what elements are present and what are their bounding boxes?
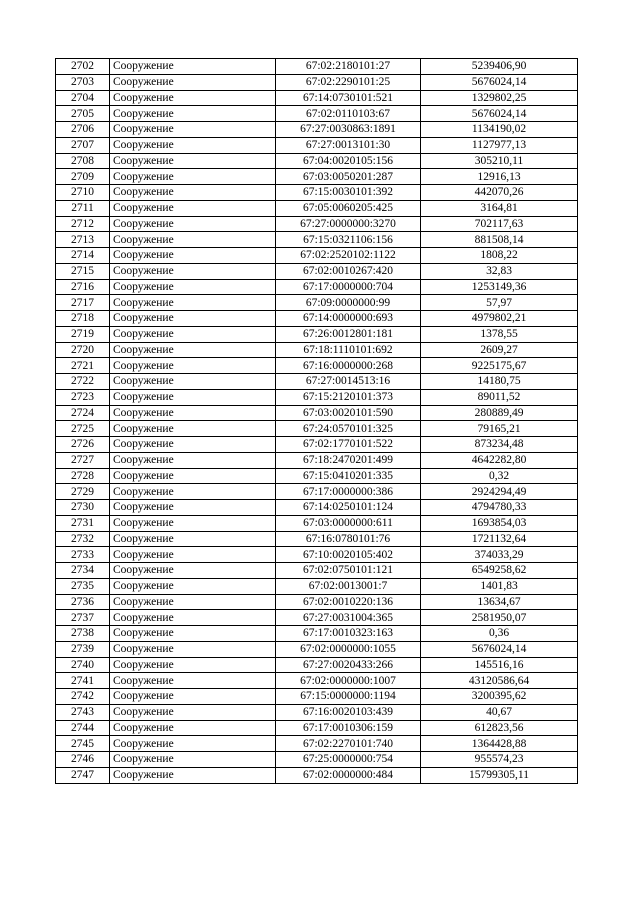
row-number-cell: 2741 xyxy=(56,673,110,689)
value-cell: 5676024,14 xyxy=(421,641,578,657)
cadastral-number-cell: 67:02:2270101:740 xyxy=(276,736,421,752)
object-type-cell: Сооружение xyxy=(110,468,276,484)
cadastral-number-cell: 67:15:0410201:335 xyxy=(276,468,421,484)
table-row xyxy=(56,689,578,705)
value-cell: 1253149,36 xyxy=(421,279,578,295)
object-type-cell: Сооружение xyxy=(110,74,276,90)
value-cell: 3200395,62 xyxy=(421,689,578,705)
value-cell: 40,67 xyxy=(421,704,578,720)
row-number-cell: 2720 xyxy=(56,342,110,358)
row-number-cell: 2724 xyxy=(56,405,110,421)
object-type-cell: Сооружение xyxy=(110,452,276,468)
value-cell: 13634,67 xyxy=(421,594,578,610)
object-type-cell: Сооружение xyxy=(110,90,276,106)
table-row xyxy=(56,720,578,736)
row-number-cell: 2704 xyxy=(56,90,110,106)
cadastral-number-cell: 67:04:0020105:156 xyxy=(276,153,421,169)
value-cell: 374033,29 xyxy=(421,547,578,563)
table-row xyxy=(56,185,578,201)
cadastral-number-cell: 67:09:0000000:99 xyxy=(276,295,421,311)
value-cell: 43120586,64 xyxy=(421,673,578,689)
cadastral-number-cell: 67:27:0031004:365 xyxy=(276,610,421,626)
object-type-cell: Сооружение xyxy=(110,374,276,390)
cadastral-number-cell: 67:16:0000000:268 xyxy=(276,358,421,374)
row-number-cell: 2728 xyxy=(56,468,110,484)
value-cell: 5676024,14 xyxy=(421,74,578,90)
cadastral-number-cell: 67:17:0010323:163 xyxy=(276,626,421,642)
row-number-cell: 2739 xyxy=(56,641,110,657)
cadastral-number-cell: 67:02:0110103:67 xyxy=(276,106,421,122)
table-row xyxy=(56,137,578,153)
object-type-cell: Сооружение xyxy=(110,216,276,232)
object-type-cell: Сооружение xyxy=(110,484,276,500)
cadastral-number-cell: 67:17:0000000:704 xyxy=(276,279,421,295)
object-type-cell: Сооружение xyxy=(110,641,276,657)
object-type-cell: Сооружение xyxy=(110,137,276,153)
value-cell: 1693854,03 xyxy=(421,515,578,531)
value-cell: 612823,56 xyxy=(421,720,578,736)
cadastral-number-cell: 67:05:0060205:425 xyxy=(276,200,421,216)
object-type-cell: Сооружение xyxy=(110,610,276,626)
row-number-cell: 2711 xyxy=(56,200,110,216)
row-number-cell: 2726 xyxy=(56,437,110,453)
cadastral-number-cell: 67:02:0010267:420 xyxy=(276,263,421,279)
row-number-cell: 2710 xyxy=(56,185,110,201)
row-number-cell: 2736 xyxy=(56,594,110,610)
cadastral-number-cell: 67:10:0020105:402 xyxy=(276,547,421,563)
object-type-cell: Сооружение xyxy=(110,515,276,531)
object-type-cell: Сооружение xyxy=(110,358,276,374)
table-row xyxy=(56,657,578,673)
cadastral-number-cell: 67:14:0730101:521 xyxy=(276,90,421,106)
table-row xyxy=(56,122,578,138)
row-number-cell: 2731 xyxy=(56,515,110,531)
cadastral-number-cell: 67:15:0030101:392 xyxy=(276,185,421,201)
table-row xyxy=(56,279,578,295)
registry-table-body xyxy=(56,59,578,784)
table-row xyxy=(56,452,578,468)
cadastral-number-cell: 67:02:0010220:136 xyxy=(276,594,421,610)
table-row xyxy=(56,610,578,626)
row-number-cell: 2742 xyxy=(56,689,110,705)
row-number-cell: 2725 xyxy=(56,421,110,437)
value-cell: 5676024,14 xyxy=(421,106,578,122)
table-row xyxy=(56,74,578,90)
value-cell: 2924294,49 xyxy=(421,484,578,500)
table-row xyxy=(56,594,578,610)
cadastral-number-cell: 67:27:0013101:30 xyxy=(276,137,421,153)
table-row xyxy=(56,248,578,264)
value-cell: 0,32 xyxy=(421,468,578,484)
object-type-cell: Сооружение xyxy=(110,405,276,421)
table-row xyxy=(56,736,578,752)
object-type-cell: Сооружение xyxy=(110,531,276,547)
row-number-cell: 2714 xyxy=(56,248,110,264)
table-row xyxy=(56,421,578,437)
row-number-cell: 2706 xyxy=(56,122,110,138)
cadastral-number-cell: 67:16:0780101:76 xyxy=(276,531,421,547)
object-type-cell: Сооружение xyxy=(110,626,276,642)
value-cell: 442070,26 xyxy=(421,185,578,201)
row-number-cell: 2744 xyxy=(56,720,110,736)
cadastral-number-cell: 67:15:2120101:373 xyxy=(276,389,421,405)
table-row xyxy=(56,59,578,75)
object-type-cell: Сооружение xyxy=(110,547,276,563)
cadastral-number-cell: 67:03:0020101:590 xyxy=(276,405,421,421)
table-row xyxy=(56,326,578,342)
value-cell: 1808,22 xyxy=(421,248,578,264)
table-row xyxy=(56,626,578,642)
value-cell: 881508,14 xyxy=(421,232,578,248)
object-type-cell: Сооружение xyxy=(110,673,276,689)
table-row xyxy=(56,673,578,689)
value-cell: 32,83 xyxy=(421,263,578,279)
value-cell: 3164,81 xyxy=(421,200,578,216)
object-type-cell: Сооружение xyxy=(110,500,276,516)
table-row xyxy=(56,342,578,358)
cadastral-number-cell: 67:02:1770101:522 xyxy=(276,437,421,453)
object-type-cell: Сооружение xyxy=(110,421,276,437)
registry-table xyxy=(55,58,578,784)
table-row xyxy=(56,311,578,327)
cadastral-number-cell: 67:02:2520102:1122 xyxy=(276,248,421,264)
cadastral-number-cell: 67:25:0000000:754 xyxy=(276,752,421,768)
row-number-cell: 2738 xyxy=(56,626,110,642)
cadastral-number-cell: 67:02:0000000:1007 xyxy=(276,673,421,689)
object-type-cell: Сооружение xyxy=(110,106,276,122)
value-cell: 873234,48 xyxy=(421,437,578,453)
value-cell: 702117,63 xyxy=(421,216,578,232)
table-row xyxy=(56,578,578,594)
object-type-cell: Сооружение xyxy=(110,578,276,594)
table-row xyxy=(56,500,578,516)
row-number-cell: 2727 xyxy=(56,452,110,468)
value-cell: 1364428,88 xyxy=(421,736,578,752)
value-cell: 2581950,07 xyxy=(421,610,578,626)
row-number-cell: 2722 xyxy=(56,374,110,390)
row-number-cell: 2729 xyxy=(56,484,110,500)
value-cell: 280889,49 xyxy=(421,405,578,421)
value-cell: 4642282,80 xyxy=(421,452,578,468)
cadastral-number-cell: 67:17:0010306:159 xyxy=(276,720,421,736)
value-cell: 145516,16 xyxy=(421,657,578,673)
table-row xyxy=(56,484,578,500)
row-number-cell: 2709 xyxy=(56,169,110,185)
row-number-cell: 2712 xyxy=(56,216,110,232)
object-type-cell: Сооружение xyxy=(110,122,276,138)
object-type-cell: Сооружение xyxy=(110,59,276,75)
value-cell: 6549258,62 xyxy=(421,563,578,579)
table-row xyxy=(56,374,578,390)
cadastral-number-cell: 67:17:0000000:386 xyxy=(276,484,421,500)
row-number-cell: 2707 xyxy=(56,137,110,153)
object-type-cell: Сооружение xyxy=(110,326,276,342)
cadastral-number-cell: 67:27:0020433:266 xyxy=(276,657,421,673)
value-cell: 14180,75 xyxy=(421,374,578,390)
value-cell: 0,36 xyxy=(421,626,578,642)
cadastral-number-cell: 67:27:0000000:3270 xyxy=(276,216,421,232)
cadastral-number-cell: 67:02:2290101:25 xyxy=(276,74,421,90)
table-row xyxy=(56,389,578,405)
value-cell: 89011,52 xyxy=(421,389,578,405)
table-row xyxy=(56,200,578,216)
cadastral-number-cell: 67:02:0000000:1055 xyxy=(276,641,421,657)
row-number-cell: 2743 xyxy=(56,704,110,720)
table-row xyxy=(56,232,578,248)
row-number-cell: 2730 xyxy=(56,500,110,516)
object-type-cell: Сооружение xyxy=(110,185,276,201)
cadastral-number-cell: 67:14:0000000:693 xyxy=(276,311,421,327)
object-type-cell: Сооружение xyxy=(110,169,276,185)
table-row xyxy=(56,547,578,563)
row-number-cell: 2702 xyxy=(56,59,110,75)
value-cell: 1721132,64 xyxy=(421,531,578,547)
cadastral-number-cell: 67:24:0570101:325 xyxy=(276,421,421,437)
row-number-cell: 2745 xyxy=(56,736,110,752)
value-cell: 1401,83 xyxy=(421,578,578,594)
object-type-cell: Сооружение xyxy=(110,437,276,453)
row-number-cell: 2715 xyxy=(56,263,110,279)
value-cell: 5239406,90 xyxy=(421,59,578,75)
cadastral-number-cell: 67:02:0000000:484 xyxy=(276,767,421,783)
cadastral-number-cell: 67:14:0250101:124 xyxy=(276,500,421,516)
object-type-cell: Сооружение xyxy=(110,720,276,736)
object-type-cell: Сооружение xyxy=(110,232,276,248)
row-number-cell: 2703 xyxy=(56,74,110,90)
value-cell: 15799305,11 xyxy=(421,767,578,783)
row-number-cell: 2735 xyxy=(56,578,110,594)
object-type-cell: Сооружение xyxy=(110,752,276,768)
row-number-cell: 2732 xyxy=(56,531,110,547)
cadastral-number-cell: 67:02:0750101:121 xyxy=(276,563,421,579)
table-row xyxy=(56,641,578,657)
value-cell: 1329802,25 xyxy=(421,90,578,106)
table-row xyxy=(56,153,578,169)
table-row xyxy=(56,531,578,547)
table-row xyxy=(56,358,578,374)
object-type-cell: Сооружение xyxy=(110,689,276,705)
table-row xyxy=(56,563,578,579)
cadastral-number-cell: 67:03:0050201:287 xyxy=(276,169,421,185)
row-number-cell: 2746 xyxy=(56,752,110,768)
cadastral-number-cell: 67:27:0030863:1891 xyxy=(276,122,421,138)
object-type-cell: Сооружение xyxy=(110,342,276,358)
cadastral-number-cell: 67:16:0020103:439 xyxy=(276,704,421,720)
table-row xyxy=(56,437,578,453)
row-number-cell: 2719 xyxy=(56,326,110,342)
row-number-cell: 2713 xyxy=(56,232,110,248)
table-row xyxy=(56,216,578,232)
table-row xyxy=(56,767,578,783)
row-number-cell: 2740 xyxy=(56,657,110,673)
object-type-cell: Сооружение xyxy=(110,389,276,405)
row-number-cell: 2723 xyxy=(56,389,110,405)
value-cell: 1127977,13 xyxy=(421,137,578,153)
cadastral-number-cell: 67:18:1110101:692 xyxy=(276,342,421,358)
table-row xyxy=(56,515,578,531)
value-cell: 955574,23 xyxy=(421,752,578,768)
row-number-cell: 2718 xyxy=(56,311,110,327)
object-type-cell: Сооружение xyxy=(110,311,276,327)
cadastral-number-cell: 67:15:0000000:1194 xyxy=(276,689,421,705)
object-type-cell: Сооружение xyxy=(110,657,276,673)
object-type-cell: Сооружение xyxy=(110,563,276,579)
table-row xyxy=(56,169,578,185)
value-cell: 9225175,67 xyxy=(421,358,578,374)
table-row xyxy=(56,295,578,311)
object-type-cell: Сооружение xyxy=(110,736,276,752)
cadastral-number-cell: 67:15:0321106:156 xyxy=(276,232,421,248)
table-row xyxy=(56,704,578,720)
object-type-cell: Сооружение xyxy=(110,295,276,311)
object-type-cell: Сооружение xyxy=(110,200,276,216)
table-row xyxy=(56,90,578,106)
row-number-cell: 2721 xyxy=(56,358,110,374)
value-cell: 4794780,33 xyxy=(421,500,578,516)
cadastral-number-cell: 67:02:0013001:7 xyxy=(276,578,421,594)
value-cell: 79165,21 xyxy=(421,421,578,437)
row-number-cell: 2747 xyxy=(56,767,110,783)
row-number-cell: 2708 xyxy=(56,153,110,169)
table-row xyxy=(56,405,578,421)
object-type-cell: Сооружение xyxy=(110,248,276,264)
value-cell: 2609,27 xyxy=(421,342,578,358)
row-number-cell: 2737 xyxy=(56,610,110,626)
cadastral-number-cell: 67:18:2470201:499 xyxy=(276,452,421,468)
row-number-cell: 2705 xyxy=(56,106,110,122)
value-cell: 57,97 xyxy=(421,295,578,311)
object-type-cell: Сооружение xyxy=(110,767,276,783)
table-row xyxy=(56,468,578,484)
value-cell: 4979802,21 xyxy=(421,311,578,327)
row-number-cell: 2734 xyxy=(56,563,110,579)
cadastral-number-cell: 67:03:0000000:611 xyxy=(276,515,421,531)
table-row xyxy=(56,263,578,279)
row-number-cell: 2717 xyxy=(56,295,110,311)
value-cell: 12916,13 xyxy=(421,169,578,185)
object-type-cell: Сооружение xyxy=(110,279,276,295)
row-number-cell: 2733 xyxy=(56,547,110,563)
cadastral-number-cell: 67:26:0012801:181 xyxy=(276,326,421,342)
row-number-cell: 2716 xyxy=(56,279,110,295)
cadastral-number-cell: 67:02:2180101:27 xyxy=(276,59,421,75)
object-type-cell: Сооружение xyxy=(110,153,276,169)
value-cell: 1134190,02 xyxy=(421,122,578,138)
value-cell: 1378,55 xyxy=(421,326,578,342)
table-row xyxy=(56,752,578,768)
object-type-cell: Сооружение xyxy=(110,594,276,610)
cadastral-number-cell: 67:27:0014513:16 xyxy=(276,374,421,390)
object-type-cell: Сооружение xyxy=(110,704,276,720)
value-cell: 305210,11 xyxy=(421,153,578,169)
object-type-cell: Сооружение xyxy=(110,263,276,279)
table-row xyxy=(56,106,578,122)
